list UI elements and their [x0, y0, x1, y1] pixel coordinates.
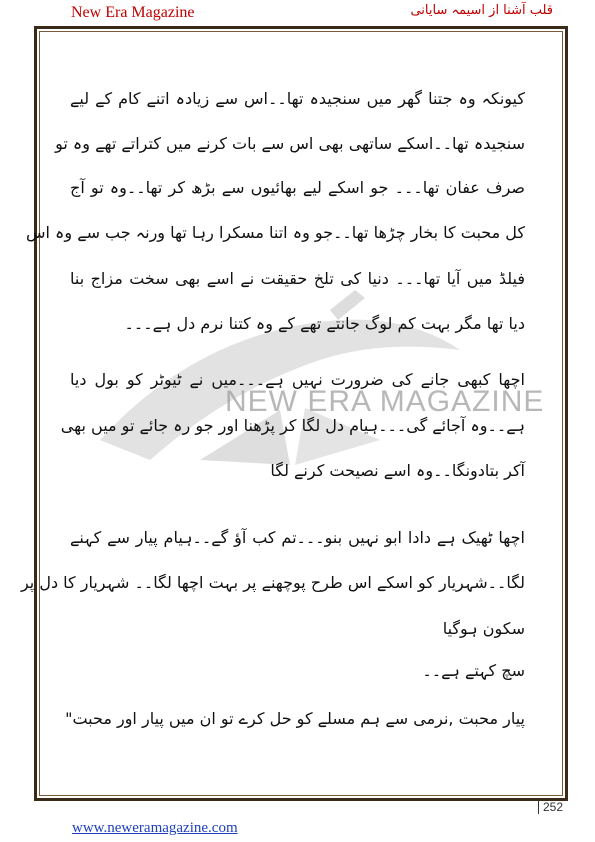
body-line: سچ کہتے ہے۔۔ — [422, 661, 525, 680]
body-line: ہے۔۔وہ آجائے گی۔۔۔ہیام دل لگا کر پڑھنا اور جو رہ جائے تو میں بھی — [60, 416, 525, 435]
body-line: صرف عفان تھا۔۔۔ جو اسکے لیے بھائیوں سے بڑھ کر تھا۔۔وہ تو آج — [70, 178, 525, 197]
body-line: کل محبت کا بخار چڑھا تھا۔۔جو وہ اتنا مسکرا رہا تھا ورنہ جب سے وہ اس — [25, 223, 525, 242]
body-line: اچھا کبھی جانے کی ضرورت نہیں ہے۔۔۔میں نے ٹیوٹر کو بول دیا — [70, 370, 525, 389]
website-link[interactable]: www.neweramagazine.com — [72, 820, 238, 836]
body-line: پیار محبت ,نرمی سے ہم مسلے کو حل کرے تو ان میں پیار اور محبت" — [65, 709, 525, 728]
body-line: سکون ہوگیا — [442, 619, 525, 638]
body-line: اچھا ٹھیک ہے دادا ابو نہیں بنو۔۔۔تم کب آؤ گے۔۔ہیام پیار سے کہنے — [70, 528, 525, 547]
body-line: لگا۔۔شہریار کو اسکے اس طرح پوچھنے پر بہت اچھا لگا۔۔ شہریار کا دل پر — [20, 573, 525, 592]
body-line: فیلڈ میں آیا تھا۔۔۔ دنیا کی تلخ حقیقت نے اسے بھی سخت مزاج بنا — [70, 269, 525, 288]
magazine-name: New Era Magazine — [71, 4, 195, 21]
body-line: کیونکہ وہ جتنا گھر میں سنجیدہ تھا۔۔اس سے زیادہ اتنے کام کے لیے — [70, 89, 525, 108]
watermark-text: NEW ERA MAGAZINE — [225, 385, 545, 418]
body-line: آکر بتادونگا۔۔وہ اسے نصیحت کرنے لگا — [270, 461, 525, 480]
novel-title: قلب آشنا از اسیمہ سایانی — [410, 3, 553, 18]
body-line: دیا تھا مگر بہت کم لوگ جانتے تھے کے وہ کتنا نرم دل ہے۔۔۔ — [124, 314, 525, 333]
body-line: سنجیدہ تھا۔۔اسکے ساتھی بھی اس سے بات کرنے میں کتراتے تھے وہ تو — [55, 134, 525, 153]
page-number: 252 — [538, 800, 563, 814]
